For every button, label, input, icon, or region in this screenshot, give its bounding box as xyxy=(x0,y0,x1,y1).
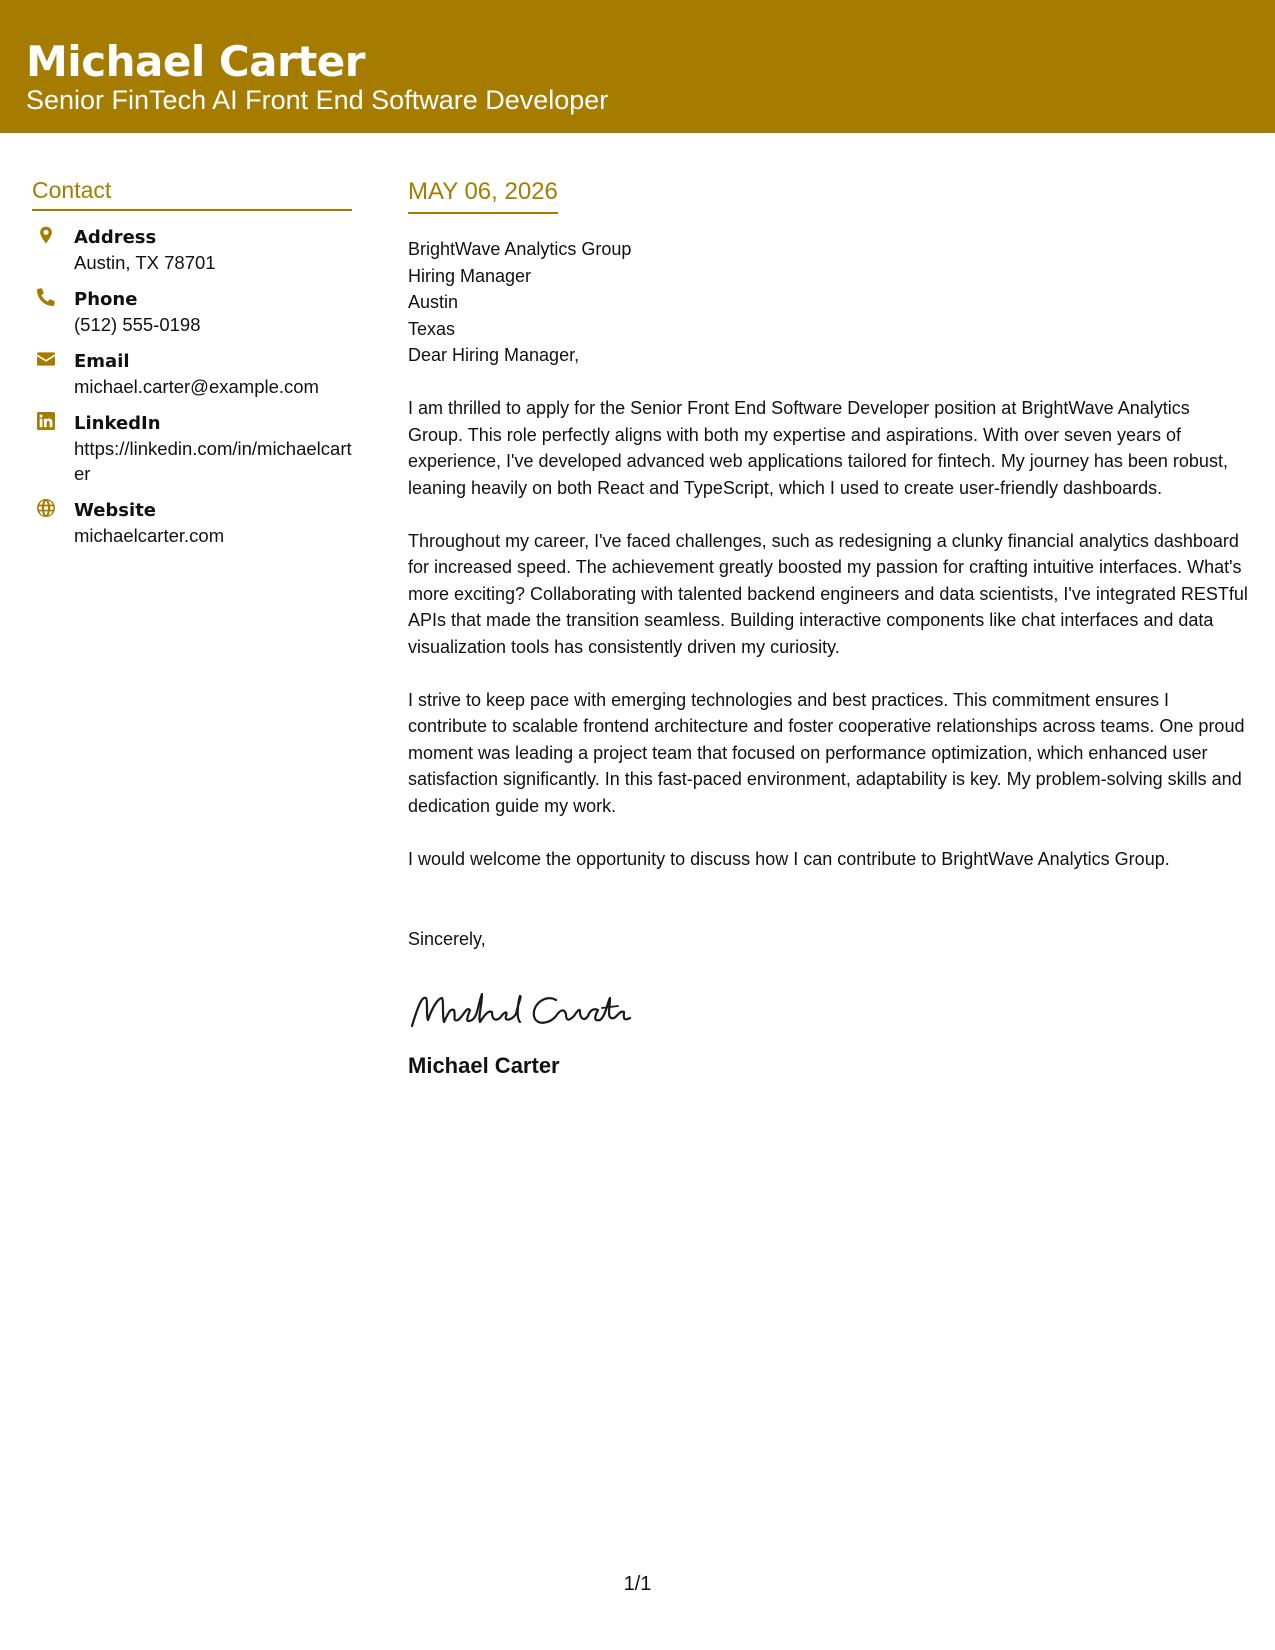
recipient-city: Austin xyxy=(408,292,459,312)
letter-date: MAY 06, 2026 xyxy=(408,176,558,214)
contact-value: michael.carter@example.com xyxy=(74,376,319,397)
recipient-contact: Hiring Manager xyxy=(408,265,532,286)
contact-label: Website xyxy=(74,500,157,521)
envelope-icon xyxy=(36,350,56,372)
applicant-name: Michael Carter xyxy=(26,37,365,86)
contact-value: (512) 555-0198 xyxy=(74,314,201,335)
handwritten-signature xyxy=(408,986,1248,1034)
page-number: 1/1 xyxy=(623,1573,652,1595)
contact-list xyxy=(32,225,352,548)
closing-text: Sincerely, xyxy=(408,929,486,949)
signer-name: Michael Carter xyxy=(408,1053,560,1078)
letter-paragraphs xyxy=(408,395,1248,872)
map-marker-icon xyxy=(36,226,56,248)
globe-icon xyxy=(36,499,56,521)
letter-body xyxy=(408,176,1248,1080)
paragraph: Throughout my career, I've faced challenges, such as redesigning a clunky financial analytics dashboard for increased speed. The achievement greatly boosted my passion for crafting intuitive interfaces. What's more exciting? Collaborating with talented backend engineers and data scientists, I've integrated RESTful APIs that made the transition seamless. Building interactive components like chat interfaces and data visualization tools has consistently driven my curiosity. xyxy=(408,530,1248,657)
recipient-company: BrightWave Analytics Group xyxy=(408,239,632,259)
recipient-state: Texas xyxy=(408,318,456,339)
contact-heading: Contact xyxy=(32,176,352,211)
contact-item-website xyxy=(32,498,352,548)
contact-value: michaelcarter.com xyxy=(74,525,225,546)
salutation: Dear Hiring Manager, xyxy=(408,345,580,365)
contact-label: Address xyxy=(74,227,157,248)
signature-image xyxy=(408,986,638,1034)
contact-item-phone xyxy=(32,287,352,337)
contact-label: LinkedIn xyxy=(74,413,161,434)
contact-item-linkedin xyxy=(32,411,352,486)
paragraph: I strive to keep pace with emerging technologies and best practices. This commitment ensures I contribute to scalable frontend architecture and foster cooperative relationships across teams. One proud moment was leading a project team that focused on performance optimization, which enhanced user satisfaction significantly. In this fast-paced environment, adaptability is key. My problem-solving skills and dedication guide my work. xyxy=(408,689,1245,816)
applicant-title: Senior FinTech AI Front End Software Developer xyxy=(26,85,609,115)
linkedin-icon xyxy=(36,412,56,434)
header-banner xyxy=(0,0,1275,133)
paragraph: I am thrilled to apply for the Senior Front End Software Developer position at BrightWave Analytics Group. This role perfectly aligns with both my expertise and aspirations. With over seven years of experience, I've developed advanced web applications tailored for fintech. My journey has been robust, leaning heavily on both React and TypeScript, which I used to create user-friendly dashboards. xyxy=(408,398,1228,498)
phone-icon xyxy=(36,288,56,310)
contact-value: https://linkedin.com/in/michaelcarter xyxy=(74,438,352,484)
contact-sidebar xyxy=(32,176,352,560)
contact-item-address xyxy=(32,225,352,275)
paragraph: I would welcome the opportunity to discuss how I can contribute to BrightWave Analytics Group. xyxy=(408,848,1170,869)
contact-value: Austin, TX 78701 xyxy=(74,252,216,273)
recipient-block xyxy=(408,236,1248,369)
contact-label: Phone xyxy=(74,289,138,310)
contact-item-email xyxy=(32,349,352,399)
contact-label: Email xyxy=(74,351,130,372)
